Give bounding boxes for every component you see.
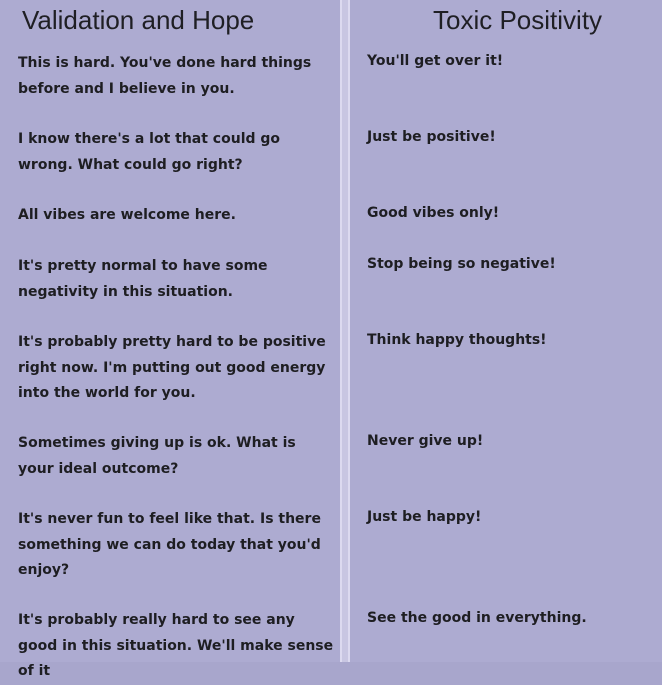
- validation-statement: It's probably really hard to see any good in this situation. We'll make sense of it: [18, 612, 334, 679]
- toxic-statement: Just be happy!: [367, 509, 482, 525]
- toxic-statement: Never give up!: [367, 433, 484, 449]
- validation-statement: I know there's a lot that could go wrong. What could go right?: [18, 131, 281, 173]
- validation-statement: It's never fun to feel like that. Is there something we can do today that you'd enjoy?: [18, 511, 321, 578]
- validation-statement: All vibes are welcome here.: [18, 207, 236, 223]
- validation-statement: Sometimes giving up is ok. What is your ideal outcome?: [18, 435, 296, 477]
- toxic-positivity-heading: Toxic Positivity: [433, 5, 603, 35]
- toxic-statement: Think happy thoughts!: [367, 332, 547, 348]
- column-divider: [340, 0, 350, 662]
- toxic-statement: See the good in everything.: [367, 610, 587, 626]
- toxic-statement: You'll get over it!: [367, 53, 504, 69]
- validation-statement: It's probably pretty hard to be positive right now. I'm putting out good energy into the world for you.: [18, 334, 326, 401]
- validation-statement: It's pretty normal to have some negativity in this situation.: [18, 258, 268, 300]
- toxic-statement: Just be positive!: [367, 129, 496, 145]
- validation-heading: Validation and Hope: [22, 5, 255, 35]
- toxic-statement: Good vibes only!: [367, 205, 500, 221]
- toxic-statement: Stop being so negative!: [367, 256, 556, 272]
- validation-statement: This is hard. You've done hard things before and I believe in you.: [18, 55, 312, 97]
